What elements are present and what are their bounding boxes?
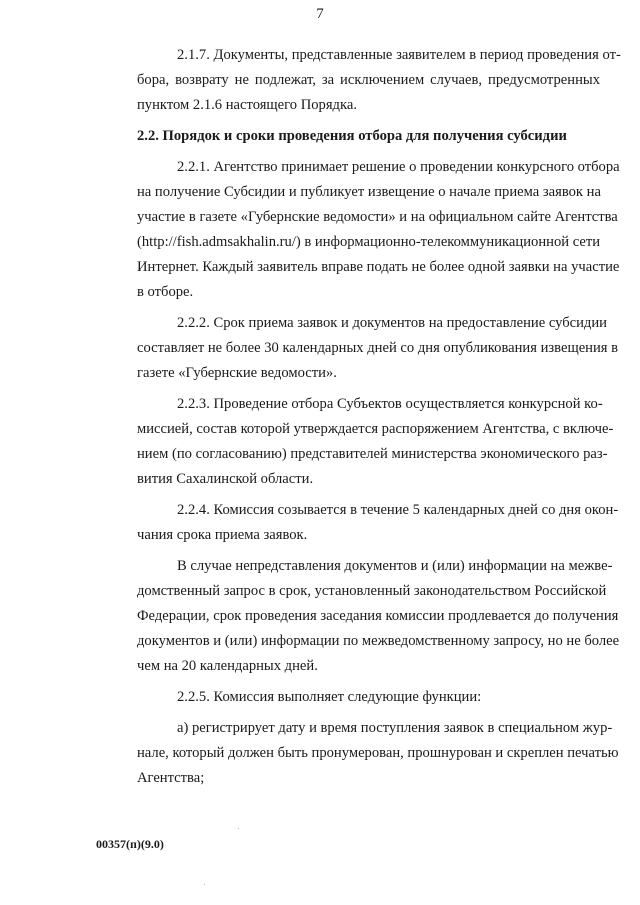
text-line: нием (по согласованию) представителей министерства экономического раз- [137, 446, 608, 462]
text-line: В случае непредставления документов и (или) информации на межве- [177, 558, 613, 574]
paragraph-2-2-4 [97, 498, 619, 548]
document-body [97, 43, 621, 791]
paragraph-interagency-request [97, 554, 620, 679]
text-line: 2.1.7. Документы, представленные заявителем в период проведения от- [177, 47, 621, 63]
text-line: чем на 20 календарных дней. [137, 658, 318, 674]
text-line: на получение Субсидии и публикует извещение о начале приема заявок на [137, 184, 601, 200]
text-line: Федерации, срок проведения заседания комиссии продлевается до получения [137, 608, 619, 624]
paragraph-item-a [97, 716, 619, 791]
text-line: Агентства; [137, 770, 205, 786]
text-line: газете «Губернские ведомости». [137, 365, 337, 381]
text-line: 2.2.3. Проведение отбора Субъектов осуществляется конкурсной ко- [177, 396, 603, 412]
text-line: 2.2.5. Комиссия выполняет следующие функции: [177, 689, 482, 705]
text-line: а) регистрирует дату и время поступления заявок в специальном жур- [177, 720, 613, 736]
text-line: 2.2.4. Комиссия созывается в течение 5 календарных дней со дня окон- [177, 502, 619, 518]
text-line: домственный запрос в срок, установленный законодательством Российской [137, 583, 607, 599]
text-line: миссией, состав которой утверждается распоряжением Агентства, с включе- [137, 421, 614, 437]
scan-speck [238, 828, 239, 829]
paragraph-2-2-2 [97, 311, 619, 386]
text-line: 2.2.1. Агентство принимает решение о проведении конкурсного отбора [177, 159, 620, 175]
text-line: бора, возврату не подлежат, за исключением случаев, предусмотренных [137, 72, 600, 88]
section-heading-2-2: 2.2. Порядок и сроки проведения отбора для получения субсидии [137, 128, 567, 144]
text-line: участие в газете «Губернские ведомости» и на официальном сайте Агентства [137, 209, 618, 225]
text-line: в отборе. [137, 284, 194, 300]
paragraph-2-2-1 [97, 155, 620, 305]
text-line: вития Сахалинской области. [137, 471, 314, 487]
text-line: документов и (или) информации по межведомственному запросу, но не более [137, 633, 620, 649]
paragraph-2-2-3 [97, 392, 614, 492]
paragraph-2-2-5 [97, 685, 600, 710]
document-code: 00357(п)(9.0) [96, 837, 164, 851]
text-line: Интернет. Каждый заявитель вправе подать не более одной заявки на участие [137, 259, 620, 275]
scan-speck [204, 884, 205, 885]
text-line: (http://fish.admsakhalin.ru/) в информационно-телекоммуникационной сети [137, 234, 601, 250]
paragraph-2-1-7 [97, 43, 621, 118]
text-line: чания срока приема заявок. [137, 527, 308, 543]
page-number: 7 [316, 6, 324, 22]
text-line: 2.2.2. Срок приема заявок и документов на предоставление субсидии [177, 315, 607, 331]
text-line: нале, который должен быть пронумерован, прошнурован и скреплен печатью [137, 745, 619, 761]
text-line: пунктом 2.1.6 настоящего Порядка. [137, 97, 357, 113]
text-line: составляет не более 30 календарных дней со дня опубликования извещения в [137, 340, 619, 356]
